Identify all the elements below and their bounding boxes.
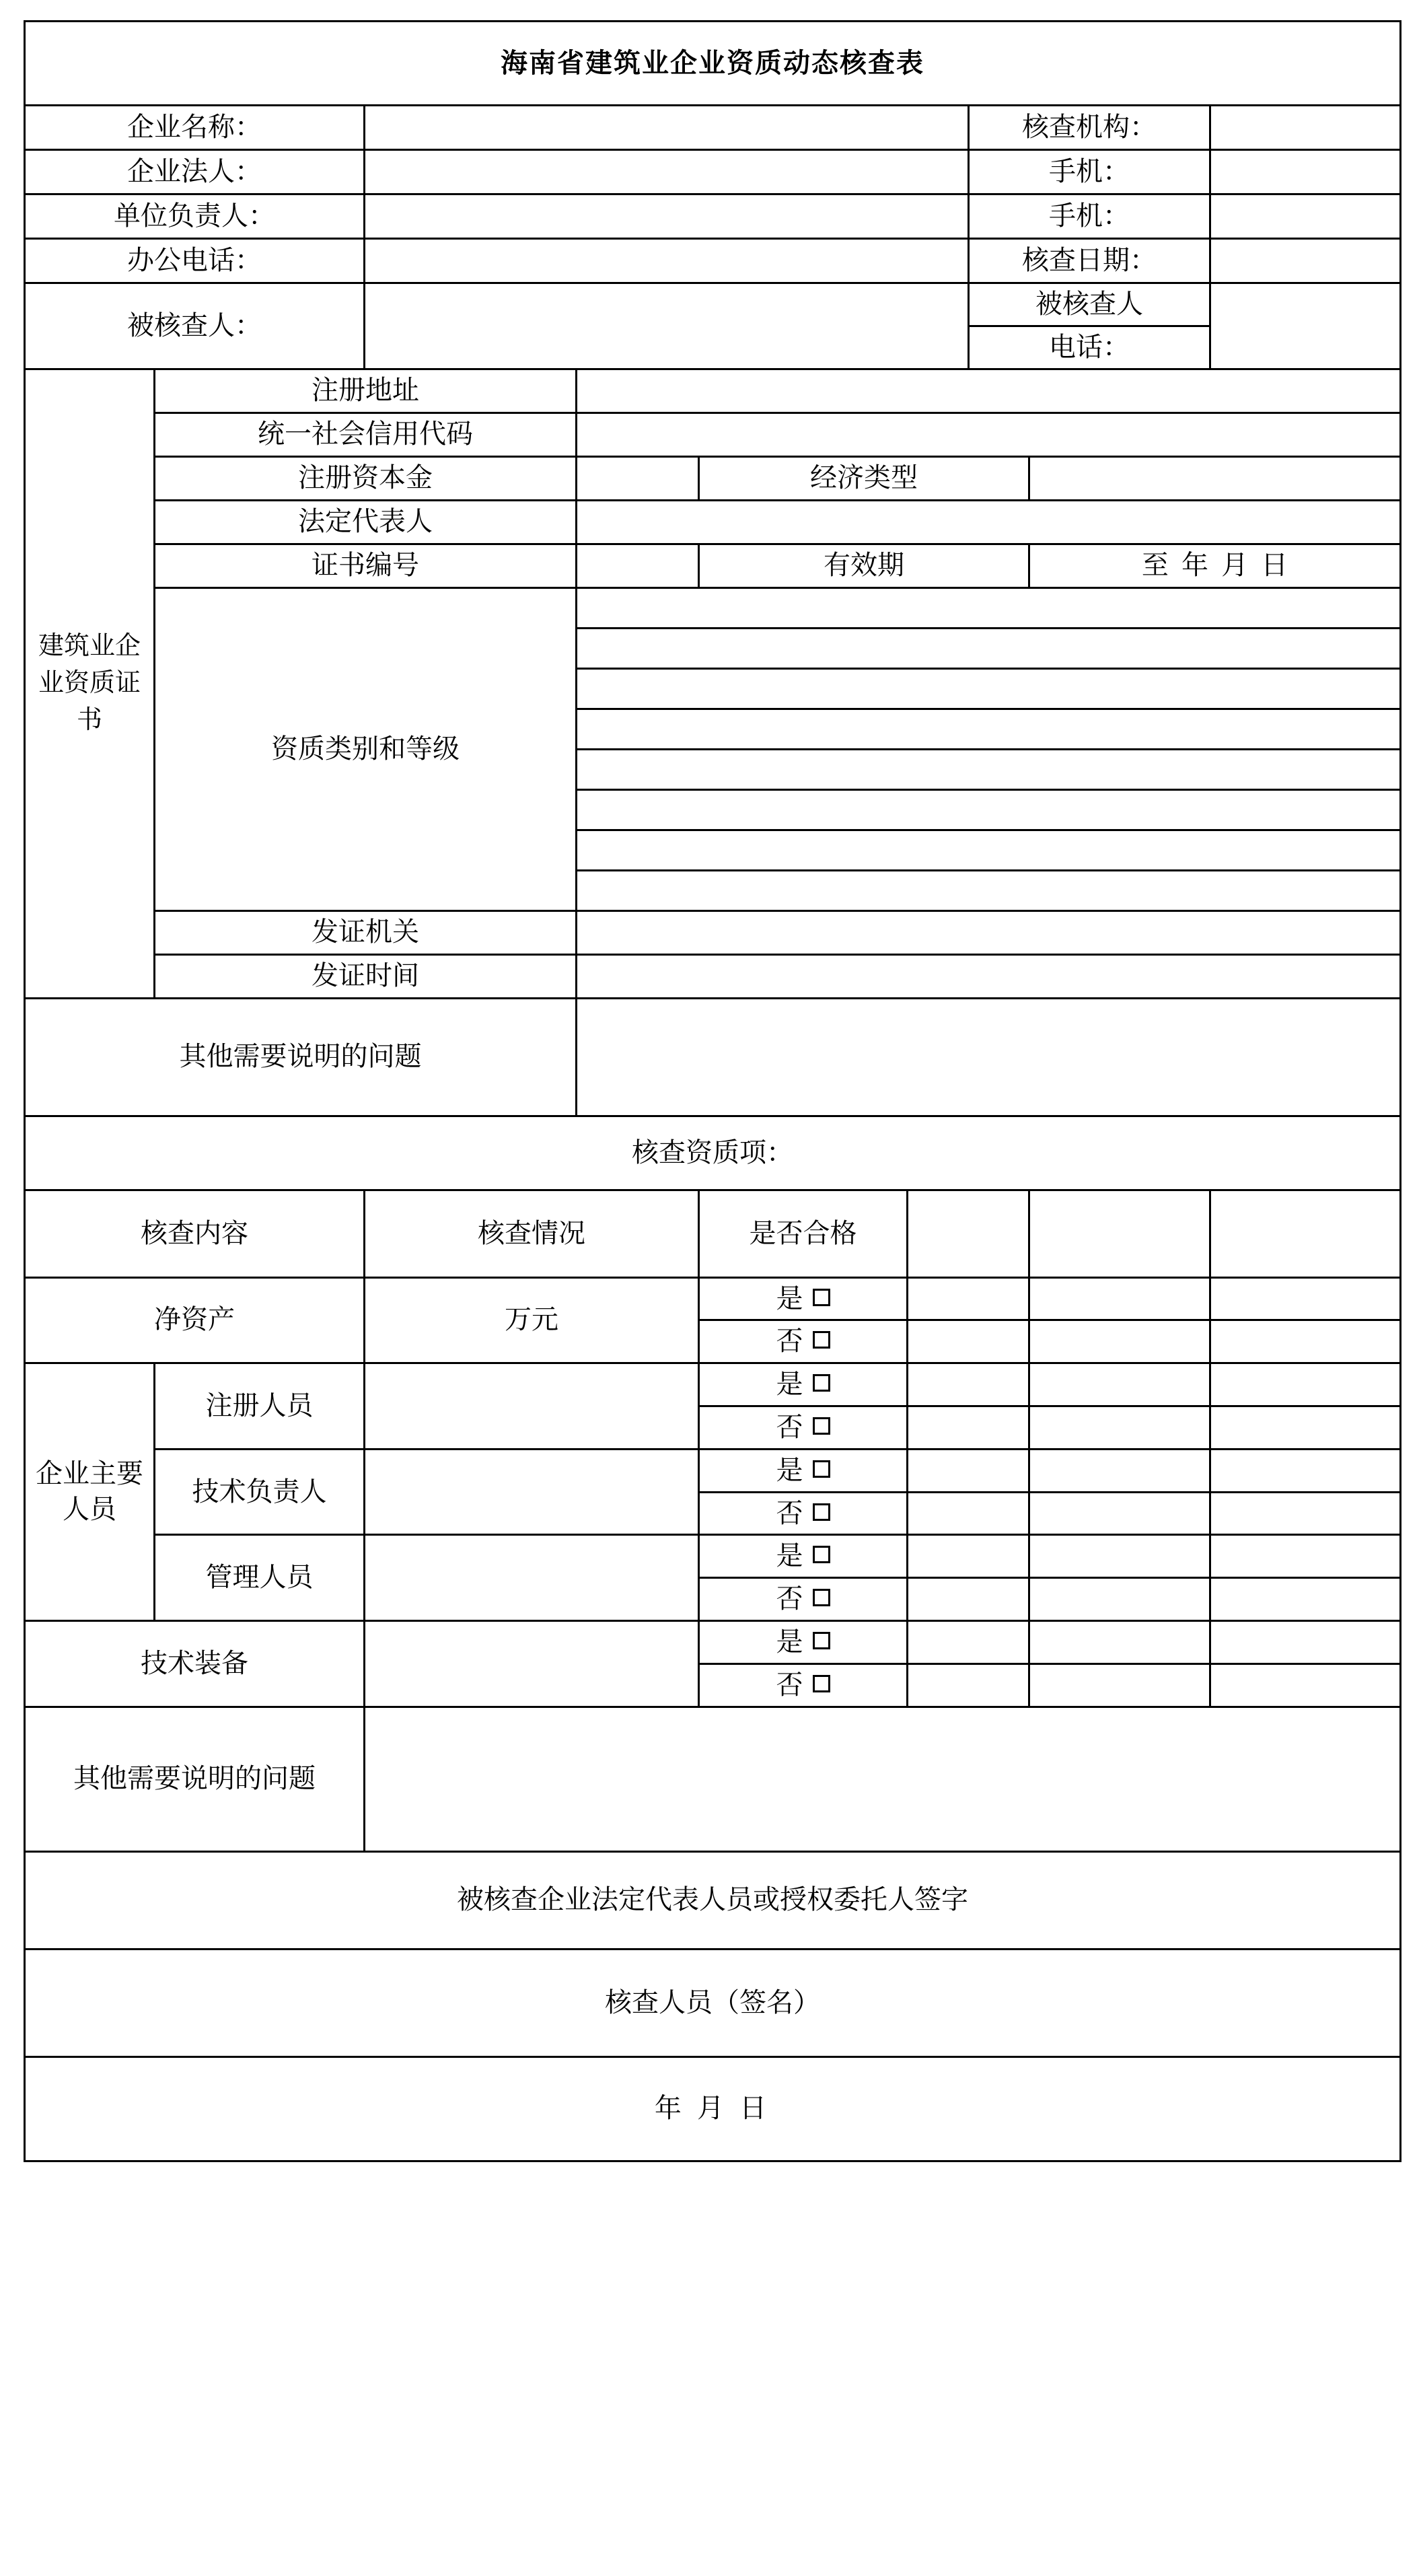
label-inspection-items[interactable]: 核查资质项： xyxy=(25,1116,1401,1190)
cert-row-registered-capital xyxy=(25,456,1401,500)
label-qualification-types: 资质类别和等级 xyxy=(155,587,577,910)
no-label: 否 xyxy=(776,1584,803,1614)
checkbox-icon[interactable] xyxy=(813,1417,830,1435)
other-issues-lower-row xyxy=(25,1707,1401,1851)
value-technical-equipment-condition[interactable] xyxy=(365,1620,699,1707)
value-inspection-date[interactable] xyxy=(1210,239,1401,283)
inspection-cell[interactable] xyxy=(1029,1492,1210,1535)
date-row xyxy=(25,2056,1401,2161)
inspection-cell[interactable] xyxy=(1029,1363,1210,1406)
header-row-unit-manager xyxy=(25,194,1401,239)
inspection-cell[interactable] xyxy=(1210,1363,1401,1406)
checkbox-icon[interactable] xyxy=(813,1632,830,1649)
cert-row-qualification-1 xyxy=(25,587,1401,628)
value-qualification-row[interactable] xyxy=(577,749,1401,789)
checkbox-management-staff-yes[interactable] xyxy=(699,1535,908,1578)
inspection-cell[interactable] xyxy=(908,1363,1029,1406)
value-qualification-row[interactable] xyxy=(577,830,1401,870)
value-inspection-agency[interactable] xyxy=(1210,106,1401,150)
value-technical-director-condition[interactable] xyxy=(365,1449,699,1535)
checkbox-icon[interactable] xyxy=(813,1289,830,1306)
no-label: 否 xyxy=(776,1412,803,1442)
value-other-issues-lower[interactable] xyxy=(365,1707,1401,1851)
inspection-row-net-assets-yes xyxy=(25,1277,1401,1320)
label-registered-staff: 注册人员 xyxy=(155,1363,365,1450)
inspection-row-technical-director-yes xyxy=(25,1449,1401,1492)
title-row xyxy=(25,22,1401,106)
inspection-cell[interactable] xyxy=(1029,1277,1210,1320)
inspection-items-line-row xyxy=(25,1116,1401,1190)
inspection-cell[interactable] xyxy=(1029,1535,1210,1578)
value-net-assets-unit: 万元 xyxy=(365,1277,699,1363)
value-qualification-row[interactable] xyxy=(577,789,1401,830)
checkbox-icon[interactable] xyxy=(813,1331,830,1349)
cert-row-credit-code xyxy=(25,413,1401,456)
header-row-company-name xyxy=(25,106,1401,150)
header-row-office-phone xyxy=(25,239,1401,283)
value-office-phone[interactable] xyxy=(365,239,969,283)
label-legal-person: 企业法人： xyxy=(25,150,365,194)
checkbox-management-staff-no[interactable] xyxy=(699,1578,908,1621)
value-registered-address[interactable] xyxy=(577,369,1401,413)
inspection-table-header-row xyxy=(25,1190,1401,1277)
checkbox-registered-staff-yes[interactable] xyxy=(699,1363,908,1406)
inspection-cell[interactable] xyxy=(1029,1320,1210,1363)
checkbox-icon[interactable] xyxy=(813,1589,830,1606)
checkbox-icon[interactable] xyxy=(813,1460,830,1478)
inspection-cell[interactable] xyxy=(1210,1620,1401,1663)
yes-label: 是 xyxy=(776,1283,803,1314)
value-other-issues-upper[interactable] xyxy=(577,998,1401,1116)
header-row-legal-person xyxy=(25,150,1401,194)
date-line[interactable]: 年 月 日 xyxy=(25,2056,1401,2161)
page-title: 海南省建筑业企业资质动态核查表 xyxy=(25,22,1401,106)
inspection-cell[interactable] xyxy=(1210,1449,1401,1492)
col-header-inspection-content: 核查内容 xyxy=(25,1190,365,1277)
label-office-phone: 办公电话： xyxy=(25,239,365,283)
checkbox-technical-director-no[interactable] xyxy=(699,1492,908,1535)
label-technical-equipment: 技术装备 xyxy=(25,1620,365,1707)
checkbox-registered-staff-no[interactable] xyxy=(699,1406,908,1449)
checkbox-technical-equipment-no[interactable] xyxy=(699,1663,908,1707)
no-label: 否 xyxy=(776,1498,803,1528)
checkbox-net-assets-no[interactable] xyxy=(699,1320,908,1363)
label-net-assets: 净资产 xyxy=(25,1277,365,1363)
value-company-name[interactable] xyxy=(365,106,969,150)
checkbox-icon[interactable] xyxy=(813,1374,830,1392)
label-registered-address: 注册地址 xyxy=(155,369,577,413)
yes-label: 是 xyxy=(776,1455,803,1485)
value-inspected-person-phone[interactable] xyxy=(1210,283,1401,369)
inspection-cell[interactable] xyxy=(1210,1535,1401,1578)
label-credit-code: 统一社会信用代码 xyxy=(155,413,577,456)
value-legal-person[interactable] xyxy=(365,150,969,194)
yes-label: 是 xyxy=(776,1369,803,1400)
checkbox-technical-director-yes[interactable] xyxy=(699,1449,908,1492)
value-qualification-row[interactable] xyxy=(577,587,1401,628)
inspection-row-registered-staff-yes xyxy=(25,1363,1401,1406)
label-other-issues-lower: 其他需要说明的问题 xyxy=(25,1707,365,1851)
label-inspected-person-right: 被核查人 xyxy=(969,283,1210,326)
value-inspected-person[interactable] xyxy=(365,283,969,369)
col-header-extra-2 xyxy=(1029,1190,1210,1277)
inspection-cell[interactable] xyxy=(1210,1578,1401,1621)
label-technical-director: 技术负责人 xyxy=(155,1449,365,1535)
label-economic-type: 经济类型 xyxy=(699,456,1029,500)
label-inspector-signature[interactable]: 核查人员（签名） xyxy=(25,1949,1401,2056)
inspection-row-technical-equipment-yes xyxy=(25,1620,1401,1663)
inspection-cell[interactable] xyxy=(908,1277,1029,1320)
inspection-cell[interactable] xyxy=(908,1620,1029,1663)
label-company-name: 企业名称： xyxy=(25,106,365,150)
inspection-cell[interactable] xyxy=(908,1320,1029,1363)
cert-row-registered-address xyxy=(25,369,1401,413)
value-qualification-row[interactable] xyxy=(577,709,1401,749)
inspection-cell[interactable] xyxy=(1029,1449,1210,1492)
cert-row-certificate-number xyxy=(25,544,1401,587)
value-qualification-row[interactable] xyxy=(577,628,1401,668)
value-qualification-row[interactable] xyxy=(577,870,1401,910)
col-header-extra-3 xyxy=(1210,1190,1401,1277)
value-mobile-1[interactable] xyxy=(1210,150,1401,194)
inspection-cell[interactable] xyxy=(1210,1492,1401,1535)
label-legal-representative: 法定代表人 xyxy=(155,500,577,544)
inspection-cell[interactable] xyxy=(908,1492,1029,1535)
inspection-cell[interactable] xyxy=(1029,1578,1210,1621)
cert-row-legal-representative xyxy=(25,500,1401,544)
inspection-cell[interactable] xyxy=(908,1449,1029,1492)
no-label: 否 xyxy=(776,1326,803,1357)
label-mobile-1: 手机： xyxy=(969,150,1210,194)
col-header-inspection-status: 核查情况 xyxy=(365,1190,699,1277)
checkbox-icon[interactable] xyxy=(813,1675,830,1692)
inspection-cell[interactable] xyxy=(1029,1663,1210,1707)
value-issuing-date[interactable] xyxy=(577,954,1401,998)
label-issuing-authority: 发证机关 xyxy=(155,910,577,954)
inspector-signature-row xyxy=(25,1949,1401,2056)
label-inspection-date: 核查日期： xyxy=(969,239,1210,283)
value-credit-code[interactable] xyxy=(577,413,1401,456)
no-label: 否 xyxy=(776,1670,803,1700)
label-issuing-date: 发证时间 xyxy=(155,954,577,998)
value-issuing-authority[interactable] xyxy=(577,910,1401,954)
label-certificate-number: 证书编号 xyxy=(155,544,577,587)
yes-label: 是 xyxy=(776,1626,803,1657)
value-registered-capital[interactable] xyxy=(577,456,699,500)
value-registered-staff-condition[interactable] xyxy=(365,1363,699,1450)
label-registered-capital: 注册资本金 xyxy=(155,456,577,500)
label-unit-manager: 单位负责人： xyxy=(25,194,365,239)
cert-row-issuing-authority xyxy=(25,910,1401,954)
inspection-cell[interactable] xyxy=(1210,1320,1401,1363)
company-signature-row xyxy=(25,1851,1401,1949)
value-unit-manager[interactable] xyxy=(365,194,969,239)
inspection-cell[interactable] xyxy=(1210,1406,1401,1449)
value-economic-type[interactable] xyxy=(1029,456,1401,500)
label-validity-period: 有效期 xyxy=(699,544,1029,587)
inspection-cell[interactable] xyxy=(908,1663,1029,1707)
yes-label: 是 xyxy=(776,1541,803,1571)
checkbox-icon[interactable] xyxy=(813,1546,830,1563)
inspection-cell[interactable] xyxy=(1210,1663,1401,1707)
checkbox-icon[interactable] xyxy=(813,1503,830,1521)
inspection-cell[interactable] xyxy=(908,1578,1029,1621)
label-mobile-2: 手机： xyxy=(969,194,1210,239)
value-mobile-2[interactable] xyxy=(1210,194,1401,239)
cert-section-label: 建筑业企业资质证书 xyxy=(25,369,155,998)
label-inspected-phone: 电话： xyxy=(969,326,1210,369)
value-management-staff-condition[interactable] xyxy=(365,1535,699,1621)
col-header-is-qualified: 是否合格 xyxy=(699,1190,908,1277)
inspection-cell[interactable] xyxy=(1029,1620,1210,1663)
label-key-personnel: 企业主要人员 xyxy=(25,1363,155,1621)
qualification-inspection-form xyxy=(24,20,1401,2162)
inspection-row-management-staff-yes xyxy=(25,1535,1401,1578)
inspection-cell[interactable] xyxy=(908,1406,1029,1449)
label-inspection-agency: 核查机构： xyxy=(969,106,1210,150)
value-validity-period[interactable]: 至 年 月 日 xyxy=(1029,544,1401,587)
label-other-issues-upper: 其他需要说明的问题 xyxy=(25,998,577,1116)
value-certificate-number[interactable] xyxy=(577,544,699,587)
value-qualification-row[interactable] xyxy=(577,668,1401,709)
col-header-extra-1 xyxy=(908,1190,1029,1277)
inspection-cell[interactable] xyxy=(1210,1277,1401,1320)
label-company-signature[interactable]: 被核查企业法定代表人员或授权委托人签字 xyxy=(25,1851,1401,1949)
cert-row-issuing-date xyxy=(25,954,1401,998)
value-legal-representative[interactable] xyxy=(577,500,1401,544)
header-row-inspected-person xyxy=(25,283,1401,326)
inspection-cell[interactable] xyxy=(1029,1406,1210,1449)
checkbox-technical-equipment-yes[interactable] xyxy=(699,1620,908,1663)
label-inspected-person: 被核查人： xyxy=(25,283,365,369)
inspection-cell[interactable] xyxy=(908,1535,1029,1578)
other-issues-upper-row xyxy=(25,998,1401,1116)
label-management-staff: 管理人员 xyxy=(155,1535,365,1621)
checkbox-net-assets-yes[interactable] xyxy=(699,1277,908,1320)
